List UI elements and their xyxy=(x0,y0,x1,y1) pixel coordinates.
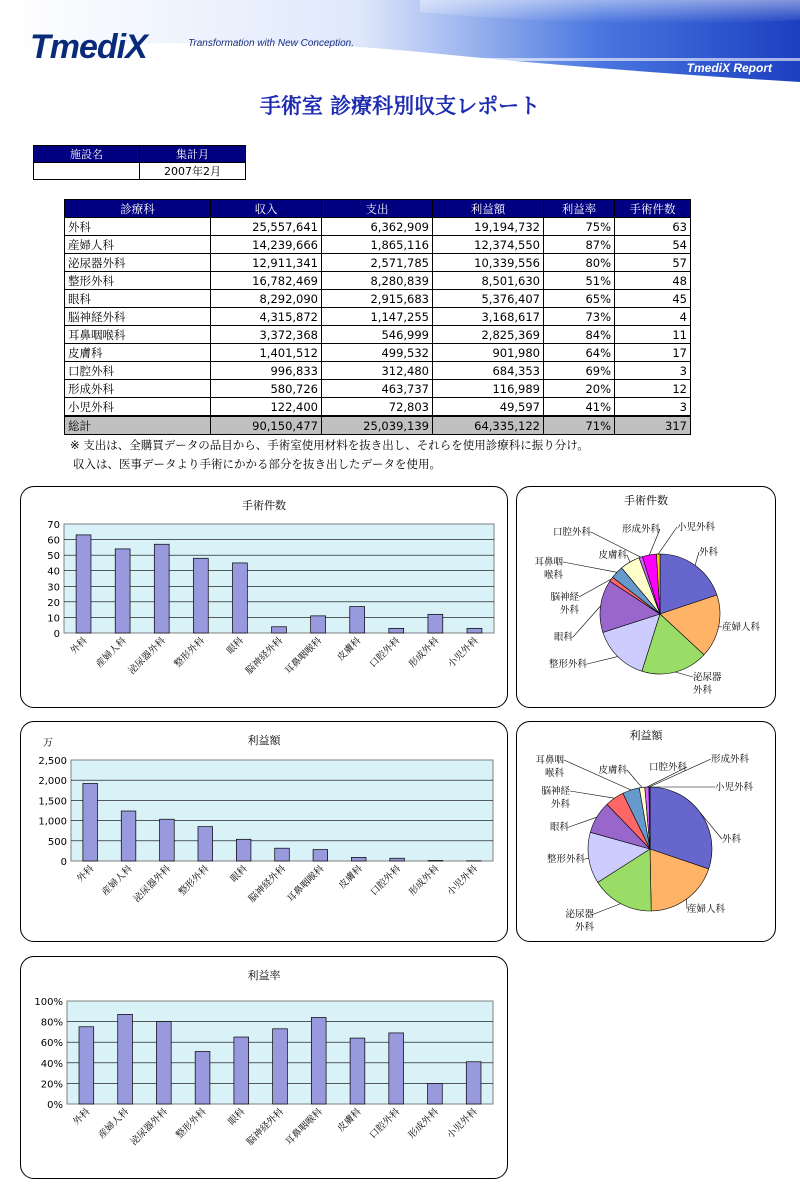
pie-label-line: 小児外科 xyxy=(715,782,754,793)
y-tick-label: 2,500 xyxy=(38,756,67,767)
pie-label xyxy=(598,764,627,776)
table-cell: 12 xyxy=(615,380,691,398)
pie-label xyxy=(598,549,627,561)
tagline: Transformation with New Conception. xyxy=(188,38,354,49)
table-cell: 73% xyxy=(544,308,615,326)
pie-label xyxy=(687,903,726,915)
chart-title: 利益額 xyxy=(629,729,663,742)
bar xyxy=(118,1014,133,1104)
y-tick-label: 10 xyxy=(47,613,60,625)
report-header xyxy=(0,0,800,92)
pie-label-line: 外科 xyxy=(559,605,579,616)
pie-label xyxy=(722,621,761,633)
table-cell: 6,362,909 xyxy=(322,218,433,236)
table-cell: 580,726 xyxy=(211,380,322,398)
table-cell: 産婦人科 xyxy=(65,236,211,254)
bar xyxy=(198,827,213,861)
table-cell: 整形外科 xyxy=(65,272,211,290)
pie-label-line: 泌尿器 xyxy=(693,672,722,683)
table-row xyxy=(65,326,691,344)
table-cell: 317 xyxy=(615,416,691,435)
table-cell: 脳神経外科 xyxy=(65,308,211,326)
x-tick-label: 形成外科 xyxy=(406,863,442,899)
x-tick-label: 産婦人科 xyxy=(94,635,129,671)
pie-label xyxy=(565,909,594,933)
table-cell: 12,911,341 xyxy=(211,254,322,272)
pie-label-line: 眼科 xyxy=(549,822,569,833)
pie-label-line: 眼科 xyxy=(553,632,573,643)
table-cell: 87% xyxy=(544,236,615,254)
table-row xyxy=(65,308,691,326)
table-cell: 684,353 xyxy=(433,362,544,380)
pie-label xyxy=(554,631,574,643)
pie-label xyxy=(547,853,586,865)
pie-label-line: 泌尿器 xyxy=(565,909,594,920)
table-row xyxy=(65,362,691,380)
x-tick-label: 外科 xyxy=(75,863,97,885)
pie-label xyxy=(677,521,716,533)
y-tick-label: 2,000 xyxy=(38,776,67,788)
x-tick-label: 外科 xyxy=(71,1106,93,1128)
pie-label xyxy=(649,761,688,773)
pie-label-line: 皮膚科 xyxy=(598,765,627,776)
pie-label-line: 形成外科 xyxy=(711,754,750,765)
y-tick-label: 20% xyxy=(40,1079,63,1091)
table-cell: 80% xyxy=(544,254,615,272)
table-cell: 499,532 xyxy=(322,344,433,362)
bar xyxy=(389,628,404,633)
table-cell: 4,315,872 xyxy=(211,308,322,326)
table-cell: 69% xyxy=(544,362,615,380)
bar xyxy=(351,857,366,861)
table-cell: 54 xyxy=(615,236,691,254)
bar xyxy=(275,848,290,861)
total-row xyxy=(65,416,691,435)
pie-label xyxy=(534,556,563,581)
table-cell: 72,803 xyxy=(322,398,433,417)
department-table xyxy=(64,199,691,435)
pie-label-line: 喉科 xyxy=(543,570,563,581)
table-cell: 耳鼻咽喉科 xyxy=(65,326,211,344)
table-cell: 4 xyxy=(615,308,691,326)
table-cell: 84% xyxy=(544,326,615,344)
bar xyxy=(311,616,326,633)
x-tick-label: 皮膚科 xyxy=(335,1106,364,1135)
x-tick-label: 産婦人科 xyxy=(100,863,135,899)
table-row xyxy=(65,272,691,290)
bar xyxy=(428,614,443,633)
bar xyxy=(350,607,365,633)
bar xyxy=(390,858,405,861)
pie-label-line: 耳鼻咽 xyxy=(535,755,564,766)
table-cell: 996,833 xyxy=(211,362,322,380)
bar xyxy=(350,1038,365,1104)
profit-rate-bar-panel xyxy=(20,956,508,1179)
table-cell: 19,194,732 xyxy=(433,218,544,236)
bar xyxy=(428,1083,443,1104)
table-cell: 12,374,550 xyxy=(433,236,544,254)
x-tick-label: 口腔外科 xyxy=(367,1106,403,1142)
x-tick-label: 皮膚科 xyxy=(336,863,365,892)
bar xyxy=(76,535,91,633)
table-cell: 546,999 xyxy=(322,326,433,344)
table-row xyxy=(65,290,691,308)
table-row xyxy=(65,254,691,272)
bar xyxy=(234,1037,249,1104)
table-cell: 8,292,090 xyxy=(211,290,322,308)
table-cell: 口腔外科 xyxy=(65,362,211,380)
bar xyxy=(272,627,287,633)
surgery-count-bar-panel xyxy=(20,486,508,708)
x-tick-label: 皮膚科 xyxy=(335,635,364,664)
table-cell: 25,557,641 xyxy=(211,218,322,236)
x-tick-label: 外科 xyxy=(68,635,90,657)
table-cell: 75% xyxy=(544,218,615,236)
bar xyxy=(389,1033,404,1104)
surgery-count-pie-panel xyxy=(516,486,776,708)
surgery-count-bar-chart xyxy=(21,487,507,707)
leader-line xyxy=(675,672,693,677)
leader-line xyxy=(587,657,618,664)
pie-label xyxy=(550,821,570,833)
facility-label: 施設名 xyxy=(34,146,140,163)
y-tick-label: 30 xyxy=(47,582,60,594)
table-cell: 皮膚科 xyxy=(65,344,211,362)
table-cell: 41% xyxy=(544,398,615,417)
table-cell: 51% xyxy=(544,272,615,290)
y-tick-label: 50 xyxy=(47,551,60,563)
leader-line xyxy=(585,858,589,859)
table-row xyxy=(65,398,691,417)
y-tick-label: 0 xyxy=(53,629,60,640)
x-tick-label: 脳神経外科 xyxy=(246,863,289,905)
table-cell: 48 xyxy=(615,272,691,290)
x-tick-label: 整形外科 xyxy=(174,1106,209,1142)
table-cell: 25,039,139 xyxy=(322,416,433,435)
x-tick-label: 眼科 xyxy=(224,635,247,657)
chart-title: 利益額 xyxy=(247,734,281,747)
bar xyxy=(83,783,98,861)
table-cell: 3 xyxy=(615,398,691,417)
pie-label xyxy=(693,672,722,696)
x-tick-label: 整形外科 xyxy=(172,635,207,671)
pie-label xyxy=(711,753,750,765)
table-cell: 116,989 xyxy=(433,380,544,398)
pie-label-line: 小児外科 xyxy=(677,522,716,533)
y-tick-label: 20 xyxy=(47,597,60,609)
table-cell: 1,147,255 xyxy=(322,308,433,326)
note-line: 収入は、医事データより手術にかかる部分を抜き出したデータを使用。 xyxy=(73,457,441,471)
pie-label-line: 形成外科 xyxy=(621,524,660,535)
profit-rate-bar-chart xyxy=(21,957,507,1178)
x-tick-label: 脳神経外科 xyxy=(243,635,286,677)
pie-label xyxy=(535,754,564,779)
table-row xyxy=(65,236,691,254)
y-tick-label: 1,000 xyxy=(38,816,67,828)
profit-pie-panel xyxy=(516,721,776,942)
pie-label xyxy=(553,526,592,538)
pie-label-line: 皮膚科 xyxy=(598,550,627,561)
table-cell: 71% xyxy=(544,416,615,435)
pie-label-line: 外科 xyxy=(699,547,719,558)
x-tick-label: 泌尿器外科 xyxy=(126,635,168,677)
pie-label-line: 脳神経 xyxy=(541,786,570,797)
pie-label xyxy=(715,781,754,793)
table-cell: 901,980 xyxy=(433,344,544,362)
chart-title: 手術件数 xyxy=(624,494,668,507)
surgery-count-pie-chart xyxy=(517,487,775,707)
pie-label-line: 産婦人科 xyxy=(687,904,726,915)
profit-pie-chart xyxy=(517,722,775,941)
leader-line xyxy=(627,555,630,562)
table-cell: 3,168,617 xyxy=(433,308,544,326)
pie-label xyxy=(550,591,579,616)
profit-bar-panel xyxy=(20,721,508,942)
bar xyxy=(115,549,130,633)
bar xyxy=(311,1017,326,1104)
col-header: 手術件数 xyxy=(615,200,691,218)
y-tick-label: 80% xyxy=(40,1017,63,1029)
period-label: 集計月 xyxy=(140,146,246,163)
x-tick-label: 整形外科 xyxy=(176,863,212,899)
table-cell: 122,400 xyxy=(211,398,322,417)
bar xyxy=(193,558,208,633)
x-tick-label: 耳鼻咽喉科 xyxy=(283,1106,325,1148)
bar xyxy=(467,628,482,633)
bar xyxy=(156,1022,171,1104)
col-header: 利益額 xyxy=(433,200,544,218)
x-tick-label: 耳鼻咽喉科 xyxy=(282,635,325,677)
x-tick-label: 泌尿器外科 xyxy=(128,1106,170,1148)
bar xyxy=(236,839,251,861)
x-tick-label: 形成外科 xyxy=(406,635,442,671)
pie-label-line: 脳神経 xyxy=(550,592,579,603)
y-tick-label: 1,500 xyxy=(38,796,67,808)
table-cell: 11 xyxy=(615,326,691,344)
note-line: ※ 支出は、全購買データの品目から、手術室使用材料を抜き出し、それらを使用診療科に振り分け。 xyxy=(70,438,589,452)
table-cell: 64,335,122 xyxy=(433,416,544,435)
table-cell: 2,571,785 xyxy=(322,254,433,272)
table-cell: 49,597 xyxy=(433,398,544,417)
y-tick-label: 70 xyxy=(47,520,60,531)
y-tick-label: 40 xyxy=(47,566,60,578)
table-cell: 57 xyxy=(615,254,691,272)
table-cell: 総計 xyxy=(65,416,211,435)
table-cell: 形成外科 xyxy=(65,380,211,398)
col-header: 支出 xyxy=(322,200,433,218)
y-tick-label: 0% xyxy=(47,1100,63,1111)
table-cell: 1,865,116 xyxy=(322,236,433,254)
pie-label-line: 外科 xyxy=(722,834,742,845)
bar xyxy=(195,1051,210,1104)
table-cell: 5,376,407 xyxy=(433,290,544,308)
table-cell: 2,825,369 xyxy=(433,326,544,344)
table-cell: 3 xyxy=(615,362,691,380)
report-tag: TmediX Report xyxy=(686,61,772,75)
table-cell: 外科 xyxy=(65,218,211,236)
bar xyxy=(160,819,175,861)
table-row xyxy=(65,344,691,362)
pie-label-line: 外科 xyxy=(693,685,713,696)
table-cell: 65% xyxy=(544,290,615,308)
bar xyxy=(273,1029,288,1104)
y-tick-label: 60% xyxy=(40,1038,63,1050)
pie-label-line: 外科 xyxy=(550,799,570,810)
table-cell: 眼科 xyxy=(65,290,211,308)
logo: TmediX xyxy=(30,28,147,66)
leader-line xyxy=(627,770,642,788)
bar xyxy=(232,563,247,633)
facility-value xyxy=(34,163,140,180)
pie-label xyxy=(722,833,742,845)
table-row xyxy=(65,380,691,398)
pie-label-line: 口腔外科 xyxy=(552,527,591,538)
col-header: 診療科 xyxy=(65,200,211,218)
leader-line xyxy=(658,527,677,554)
x-tick-label: 小児外科 xyxy=(445,1106,480,1142)
x-tick-label: 泌尿器外科 xyxy=(131,863,174,905)
table-cell: 1,401,512 xyxy=(211,344,322,362)
leader-line xyxy=(594,904,621,914)
x-tick-label: 形成外科 xyxy=(406,1106,442,1142)
table-cell: 16,782,469 xyxy=(211,272,322,290)
table-cell: 64% xyxy=(544,344,615,362)
table-cell: 463,737 xyxy=(322,380,433,398)
x-tick-label: 小児外科 xyxy=(445,635,481,671)
bar xyxy=(154,544,169,633)
table-cell: 14,239,666 xyxy=(211,236,322,254)
table-cell: 8,501,630 xyxy=(433,272,544,290)
table-cell: 3,372,368 xyxy=(211,326,322,344)
table-cell: 17 xyxy=(615,344,691,362)
x-tick-label: 産婦人科 xyxy=(96,1106,132,1142)
col-header: 利益率 xyxy=(544,200,615,218)
pie-label-line: 整形外科 xyxy=(546,854,585,865)
bar xyxy=(79,1027,94,1104)
x-tick-label: 耳鼻咽喉科 xyxy=(285,863,327,905)
x-tick-label: 小児外科 xyxy=(445,863,480,899)
period-value: 2007年2月 xyxy=(140,163,246,180)
x-tick-label: 脳神経外科 xyxy=(244,1106,287,1148)
table-cell: 312,480 xyxy=(322,362,433,380)
bar xyxy=(466,1062,481,1104)
y-tick-label: 60 xyxy=(47,535,60,547)
x-tick-label: 眼科 xyxy=(228,863,250,885)
chart-title: 利益率 xyxy=(247,969,281,982)
table-cell: 90,150,477 xyxy=(211,416,322,435)
chart-title: 手術件数 xyxy=(242,499,286,512)
y-tick-label: 40% xyxy=(40,1058,63,1070)
leader-line xyxy=(563,562,617,572)
x-tick-label: 口腔外科 xyxy=(367,635,403,671)
x-tick-label: 口腔外科 xyxy=(368,863,404,899)
y-tick-label: 100% xyxy=(34,997,63,1008)
col-header: 収入 xyxy=(211,200,322,218)
y-tick-label: 0 xyxy=(60,857,67,868)
table-cell: 10,339,556 xyxy=(433,254,544,272)
leader-line xyxy=(570,791,615,798)
pie-label-line: 外科 xyxy=(574,922,594,933)
pie-label-line: 口腔外科 xyxy=(648,762,687,773)
pie-label-line: 産婦人科 xyxy=(722,622,761,633)
bar xyxy=(313,850,328,861)
x-tick-label: 眼科 xyxy=(226,1106,248,1128)
pie-label xyxy=(699,546,719,558)
table-cell: 20% xyxy=(544,380,615,398)
pie-label-line: 喉科 xyxy=(544,768,564,779)
table-cell: 45 xyxy=(615,290,691,308)
table-cell: 泌尿器外科 xyxy=(65,254,211,272)
table-cell: 2,915,683 xyxy=(322,290,433,308)
table-cell: 小児外科 xyxy=(65,398,211,417)
pie-label xyxy=(541,785,570,810)
meta-table xyxy=(33,145,246,180)
bar xyxy=(121,811,136,861)
page-title: 手術室 診療科別収支レポート xyxy=(259,94,541,118)
profit-bar-chart xyxy=(21,722,507,941)
pie-label-line: 耳鼻咽 xyxy=(534,557,563,568)
unit-label: 万 xyxy=(43,738,53,749)
pie-label xyxy=(549,658,588,670)
pie-label xyxy=(622,523,661,535)
table-row xyxy=(65,218,691,236)
pie-label-line: 整形外科 xyxy=(548,659,587,670)
table-cell: 8,280,839 xyxy=(322,272,433,290)
y-tick-label: 500 xyxy=(47,836,67,848)
table-cell: 63 xyxy=(615,218,691,236)
